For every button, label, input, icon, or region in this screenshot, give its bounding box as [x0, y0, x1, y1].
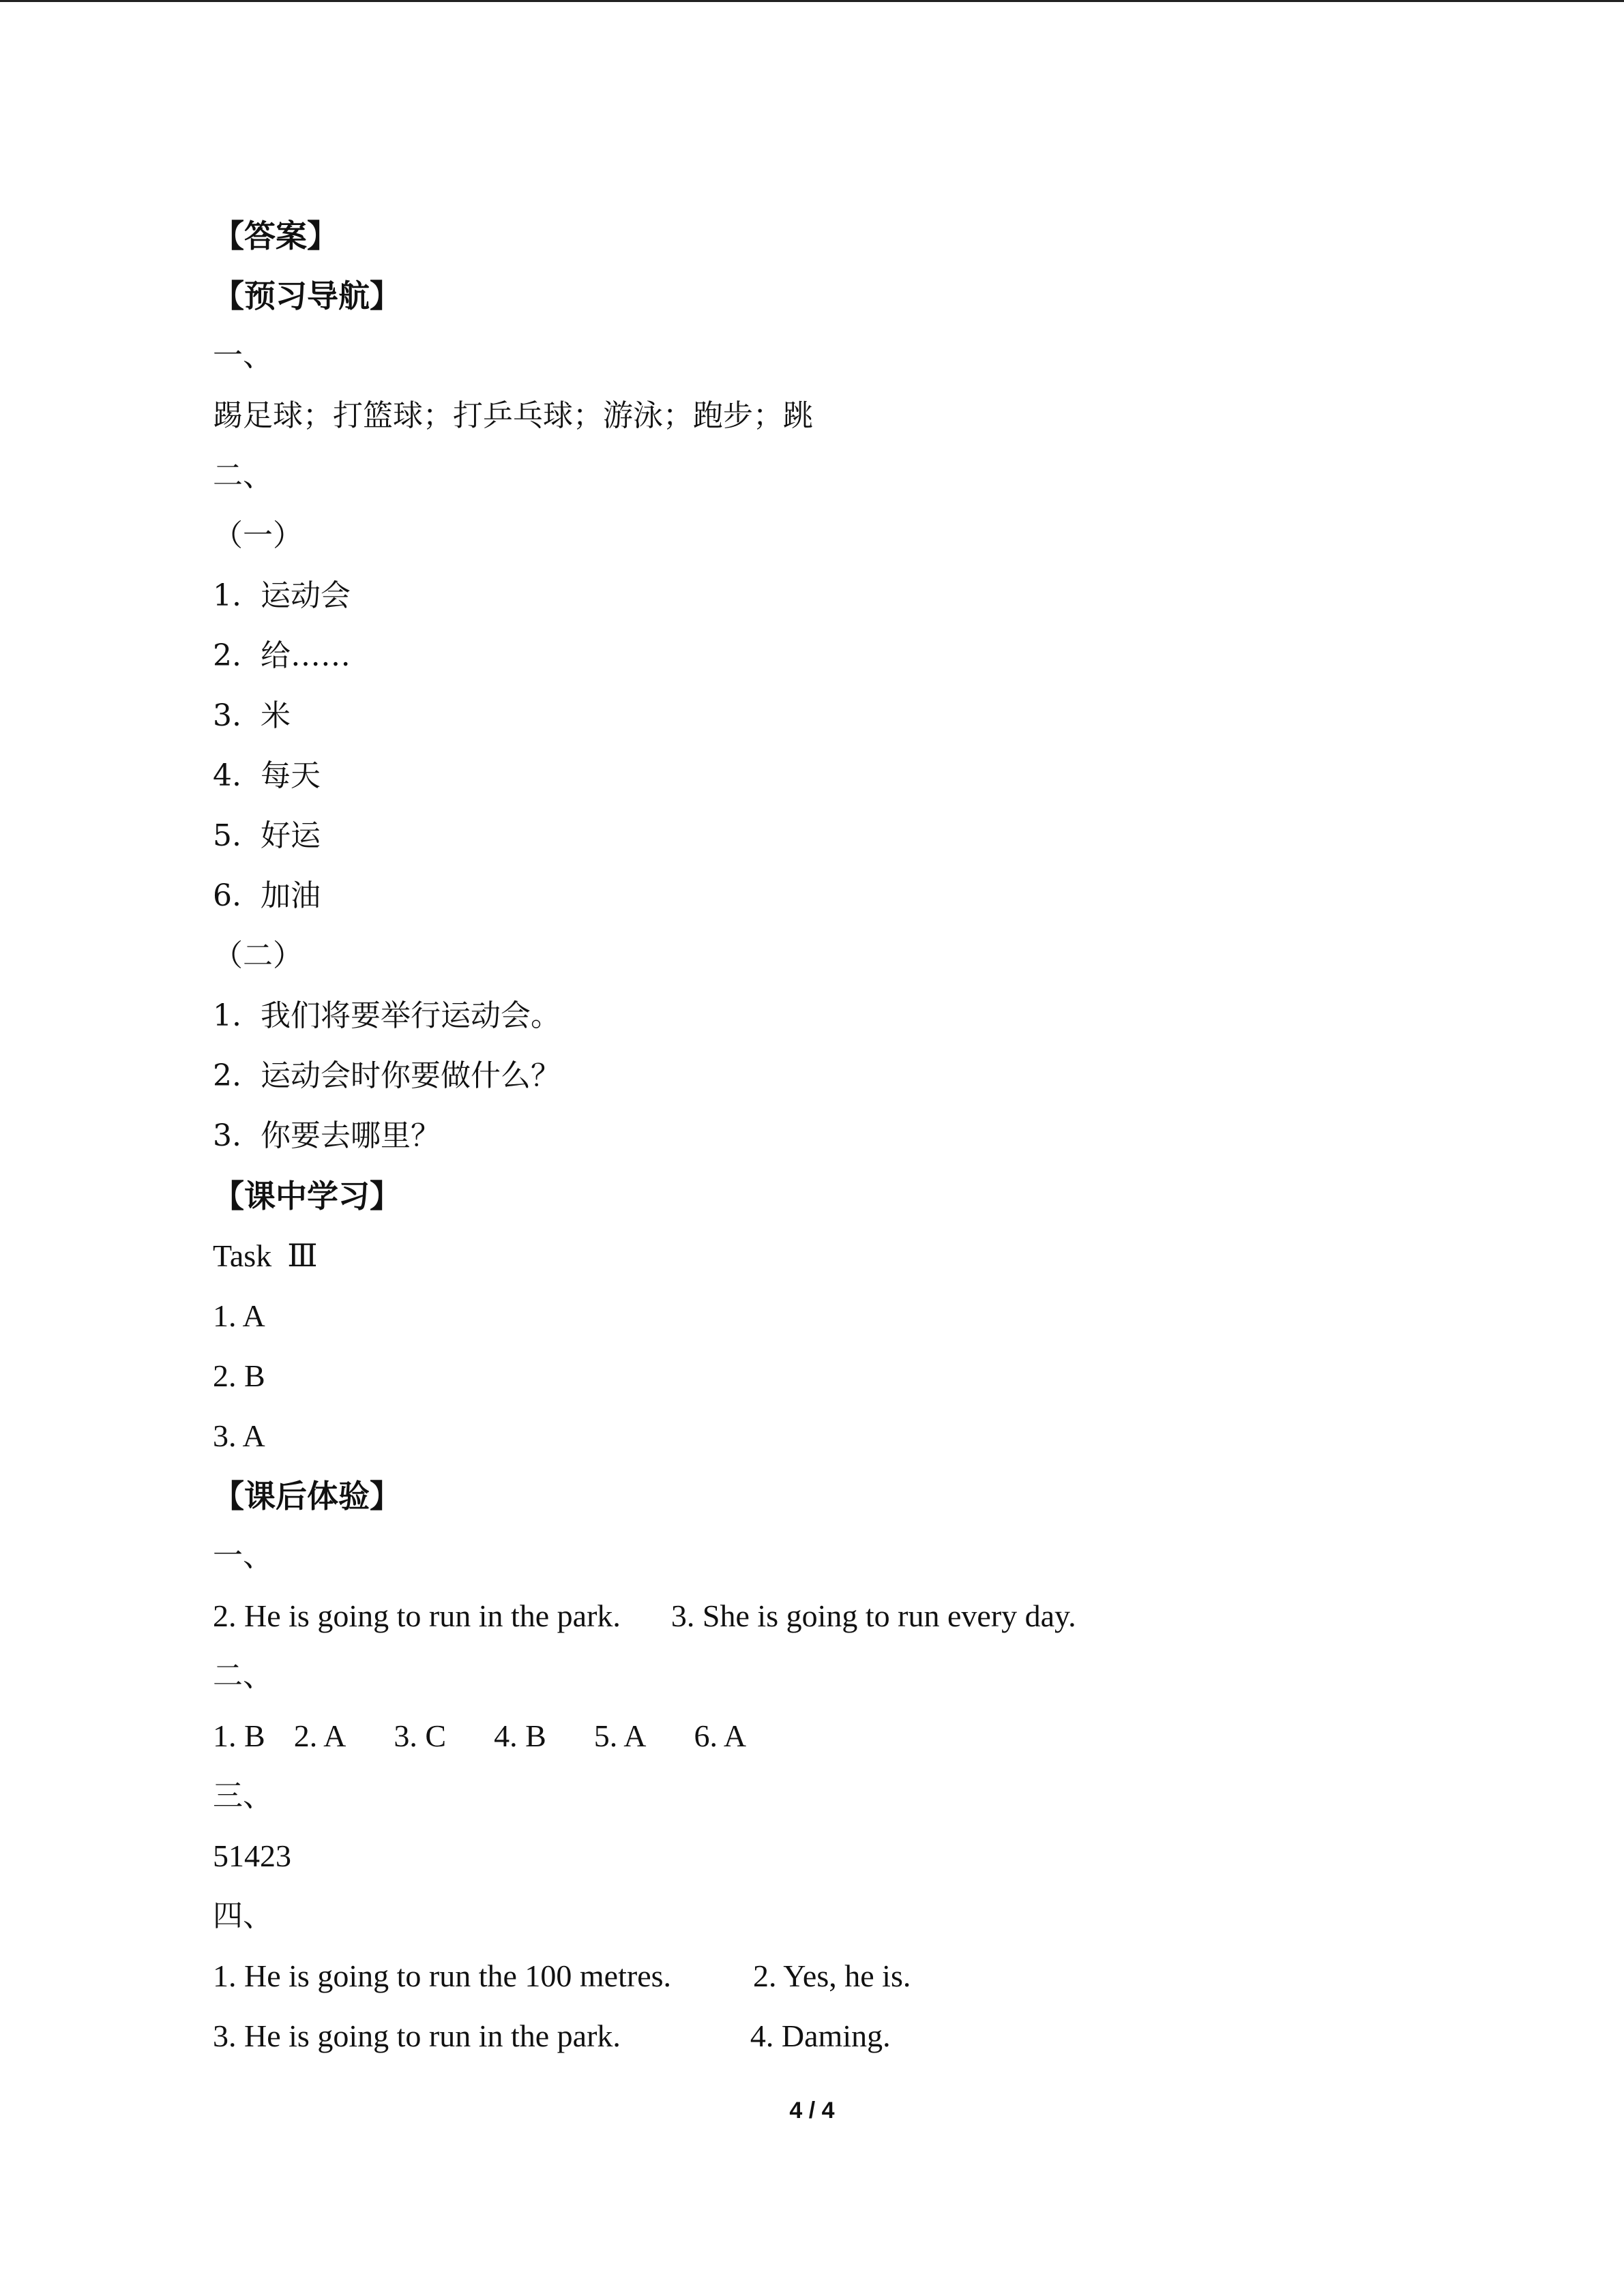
list-item: 2. 运动会时你要做什么？: [213, 1058, 561, 1093]
answer-text: 4. Daming.: [750, 2018, 891, 2053]
after-part4-row1: [213, 1953, 1481, 2013]
answer-text: 1. He is going to run the 100 metres.: [213, 1958, 672, 1993]
answer-text: 4. B: [494, 1718, 546, 1753]
preview-part2-label: 二、: [213, 458, 273, 493]
after-part1-row: [213, 1593, 1481, 1653]
answer-text: 2. A: [293, 1718, 346, 1753]
answer-text: 3. C: [394, 1718, 447, 1753]
list-item: 3. 你要去哪里？: [213, 1118, 441, 1153]
after-class-heading: 【课后体验】: [213, 1478, 401, 1515]
answer-text: 2. He is going to run in the park.: [213, 1598, 621, 1633]
list-item: 1. 运动会: [213, 578, 351, 613]
preview-heading: 【预习导航】: [213, 278, 401, 314]
list-item: 5. 好运: [213, 818, 321, 853]
after-part2-label: 二、: [213, 1658, 273, 1693]
page-number: 4 / 4: [789, 2098, 835, 2123]
answer-text: 6. A: [694, 1718, 747, 1753]
answer-document: [213, 213, 1481, 2073]
list-item: 3. A: [213, 1418, 265, 1453]
preview-sub1-label: （一）: [213, 518, 303, 553]
answer-text: 3. He is going to run in the park.: [213, 2018, 621, 2053]
preview-part1-label: 一、: [213, 338, 273, 373]
answer-text: 3. She is going to run every day.: [670, 1598, 1076, 1633]
after-part1-label: 一、: [213, 1538, 273, 1573]
answer-text: 5. A: [593, 1718, 647, 1753]
after-part3-label: 三、: [213, 1778, 273, 1813]
preview-sub2-label: （二）: [213, 938, 303, 973]
preview-part1-text: 踢足球；打篮球；打乒乓球；游泳；跑步；跳: [213, 398, 813, 433]
list-item: 1. A: [213, 1298, 265, 1333]
list-item: 1. 我们将要举行运动会。: [213, 998, 561, 1033]
list-item: 4. 每天: [213, 758, 321, 793]
after-part4-row2: [213, 2013, 1481, 2073]
list-item: 3. 米: [213, 698, 291, 733]
answers-heading: 【答案】: [213, 218, 338, 254]
after-part2-row: [213, 1713, 1481, 1773]
after-part4-label: 四、: [213, 1898, 273, 1933]
task-label: Task Ⅲ: [213, 1238, 318, 1273]
class-study-heading: 【课中学习】: [213, 1178, 401, 1214]
after-part3-text: 51423: [213, 1838, 291, 1873]
list-item: 2. B: [213, 1358, 265, 1393]
answer-text: 2. Yes, he is.: [753, 1958, 911, 1993]
list-item: 6. 加油: [213, 878, 321, 913]
list-item: 2. 给……: [213, 638, 351, 673]
answer-text: 1. B: [213, 1718, 265, 1753]
page-top-border: [0, 0, 1624, 2]
